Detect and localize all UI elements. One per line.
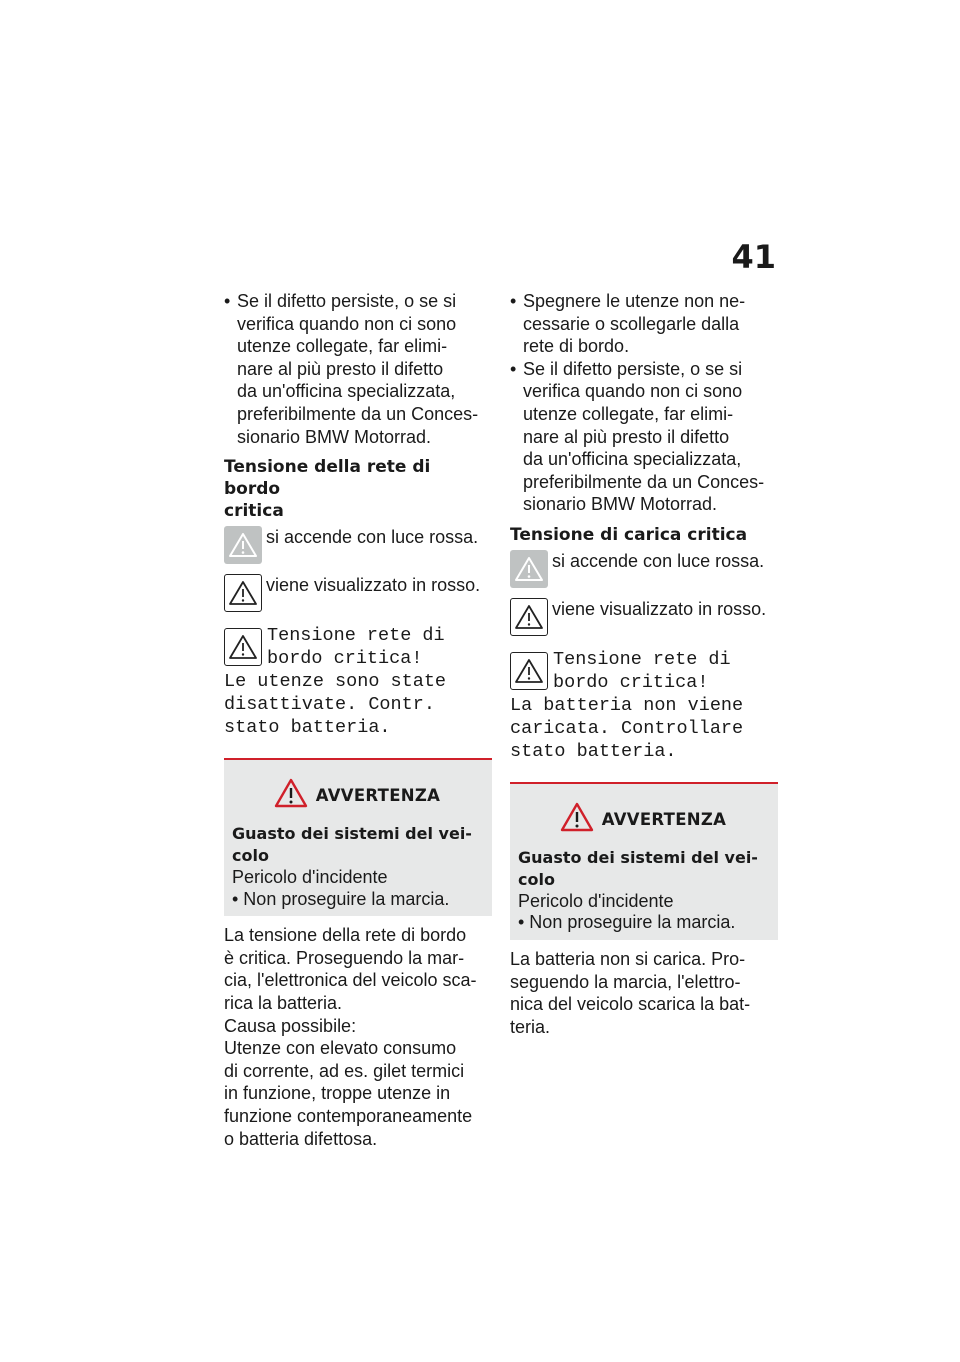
page-number: 41 <box>731 238 776 276</box>
icon-description: viene visualizzato in rosso. <box>266 575 481 596</box>
display-line: stato batteria. <box>224 717 391 739</box>
exclamation-triangle-icon <box>560 802 594 837</box>
display-line: caricata. Controllare <box>510 717 744 739</box>
exclamation-triangle-icon <box>274 778 308 813</box>
section-heading: Tensione di carica critica <box>510 524 748 545</box>
icon-row <box>224 572 492 618</box>
warning-subtitle: Guasto dei sistemi del vei- colo <box>518 847 758 889</box>
display-line: disattivate. Contr. <box>224 694 435 716</box>
icon-description: si accende con luce rossa. <box>266 527 479 548</box>
icon-row <box>224 524 492 570</box>
warning-danger: Pericolo d'incidente <box>232 867 388 888</box>
display-line: La batteria non viene <box>510 694 744 716</box>
warning-triangle-icon <box>224 628 262 666</box>
icon-row <box>510 548 778 594</box>
warning-box <box>510 782 778 940</box>
paragraph: Causa possibile: <box>224 1015 357 1036</box>
warning-triangle-icon <box>224 526 262 564</box>
display-line: bordo critica! <box>267 648 423 670</box>
warning-triangle-icon <box>510 652 548 690</box>
display-line: Tensione rete di <box>553 648 731 670</box>
warning-triangle-icon <box>510 550 548 588</box>
display-line: Le utenze sono state <box>224 671 447 693</box>
icon-row <box>510 596 778 642</box>
paragraph: La tensione della rete di bordo è critica. Proseguendo la mar- cia, l'elettronica del veicolo sca- rica la batteria. <box>224 925 477 1013</box>
warning-header <box>232 778 482 813</box>
display-line: stato batteria. <box>510 740 677 762</box>
warning-danger: Pericolo d'incidente <box>518 890 674 911</box>
display-message <box>510 648 778 768</box>
warning-title: AVVERTENZA <box>601 809 727 829</box>
icon-description: viene visualizzato in rosso. <box>552 598 767 619</box>
warning-header <box>518 802 768 837</box>
warning-action: • Non proseguire la marcia. <box>232 888 450 909</box>
right-column <box>510 290 778 1038</box>
paragraph: La batteria non si carica. Pro- seguendo la marcia, l'elettro- nica del veicolo scarica la bat- teria. <box>510 948 751 1037</box>
icon-description: si accende con luce rossa. <box>552 550 765 571</box>
list-item: • Se il difetto persiste, o se si verifica quando non ci sono utenze collegate, far elimi- nare al più presto il difetto da un'officina specializzata, preferibilmente da un Conces- sionario BMW Motorrad. <box>510 358 778 516</box>
display-line: Tensione rete di <box>267 625 445 647</box>
left-column <box>224 290 492 1150</box>
warning-title: AVVERTENZA <box>315 786 441 806</box>
section-heading: Tensione della rete di bordo critica <box>224 457 431 522</box>
display-line: bordo critica! <box>553 671 709 693</box>
list-item: • Spegnere le utenze non ne- cessarie o scollegarle dalla rete di bordo. <box>510 290 778 358</box>
warning-action: • Non proseguire la marcia. <box>518 912 736 933</box>
list-item: • Se il difetto persiste, o se si verifica quando non ci sono utenze collegate, far elimi- nare al più presto il difetto da un'officina specializzata, preferibilmente da un Conces- sionario BMW Motorrad. <box>224 290 492 448</box>
paragraph: Utenze con elevato consumo di corrente, ad es. gilet termici in funzione, troppe utenze in funzione contemporaneamente o batteria difettosa. <box>224 1038 473 1149</box>
warning-subtitle: Guasto dei sistemi del vei- colo <box>232 824 472 866</box>
display-message <box>224 624 492 744</box>
warning-box <box>224 758 492 916</box>
warning-triangle-icon <box>510 598 548 636</box>
warning-triangle-icon <box>224 574 262 612</box>
